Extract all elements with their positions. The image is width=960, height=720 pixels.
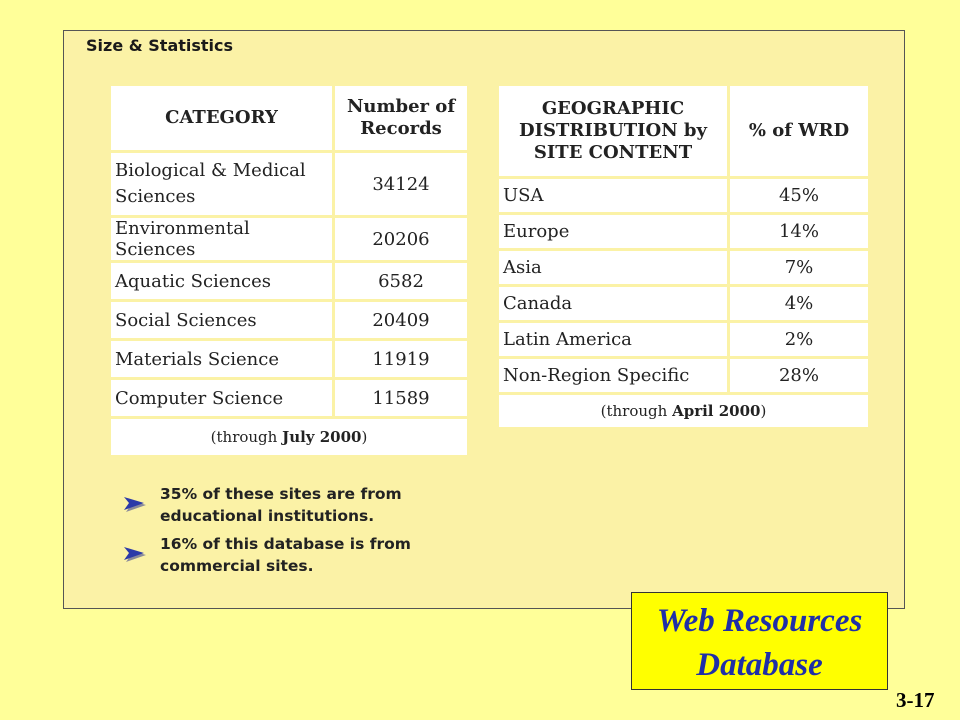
table-row [111,302,467,338]
category-table [108,83,470,458]
bullet-item [122,483,462,527]
records-cell: 34124 [335,153,467,215]
records-cell: 11589 [335,380,467,416]
table-row [111,341,467,377]
region-cell: Asia [499,251,727,284]
panel-title: Size & Statistics [86,36,234,55]
percent-cell: 7% [730,251,868,284]
slide-number: 3-17 [896,688,935,712]
geo-table [496,83,871,430]
column-header-records: Number of Records [335,86,467,150]
table-row [499,215,868,248]
category-cell: Materials Science [111,341,332,377]
region-cell: Latin America [499,323,727,356]
column-header-percent: % of WRD [730,86,868,176]
table-row [499,323,868,356]
percent-cell: 2% [730,323,868,356]
bullet-text: 35% of these sites are from educational institutions. [160,485,402,525]
region-cell: Non-Region Specific [499,359,727,392]
table-row [111,380,467,416]
category-cell: Biological & Medical Sciences [111,153,332,215]
table-row [111,218,467,260]
slide-caption [631,592,888,690]
footnote-date: July 2000 [282,428,362,446]
percent-cell: 14% [730,215,868,248]
table-header-row [499,86,868,176]
table-row [111,153,467,215]
records-cell: 20206 [335,218,467,260]
footnote-suffix: ) [361,428,368,446]
category-cell: Social Sciences [111,302,332,338]
records-cell: 11919 [335,341,467,377]
percent-cell: 28% [730,359,868,392]
region-cell: USA [499,179,727,212]
bullet-item [122,533,462,577]
region-cell: Canada [499,287,727,320]
table-footnote [111,419,467,455]
category-cell: Aquatic Sciences [111,263,332,299]
footnote-date: April 2000 [672,402,761,420]
caption-line-1: Web Resources [656,603,863,639]
bullet-text: 16% of this database is from commercial sites. [160,535,411,575]
stats-panel [63,30,905,609]
table-row [111,263,467,299]
caption-line-2: Database [696,647,823,683]
bullet-list [122,483,462,583]
column-header-category: CATEGORY [111,86,332,150]
table-header-row [111,86,467,150]
category-cell: Computer Science [111,380,332,416]
table-footnote-row [111,419,467,455]
percent-cell: 4% [730,287,868,320]
arrow-bullet-icon [122,543,146,563]
footnote-prefix: (through [210,428,283,446]
arrow-bullet-icon [122,493,146,513]
table-footnote [499,395,868,427]
table-footnote-row [499,395,868,427]
footnote-suffix: ) [760,402,767,420]
category-cell: Environmental Sciences [111,218,332,260]
table-row [499,179,868,212]
percent-cell: 45% [730,179,868,212]
records-cell: 20409 [335,302,467,338]
table-row [499,287,868,320]
footnote-prefix: (through [600,402,673,420]
region-cell: Europe [499,215,727,248]
column-header-geo: GEOGRAPHIC DISTRIBUTION by SITE CONTENT [499,86,727,176]
table-row [499,359,868,392]
table-row [499,251,868,284]
records-cell: 6582 [335,263,467,299]
